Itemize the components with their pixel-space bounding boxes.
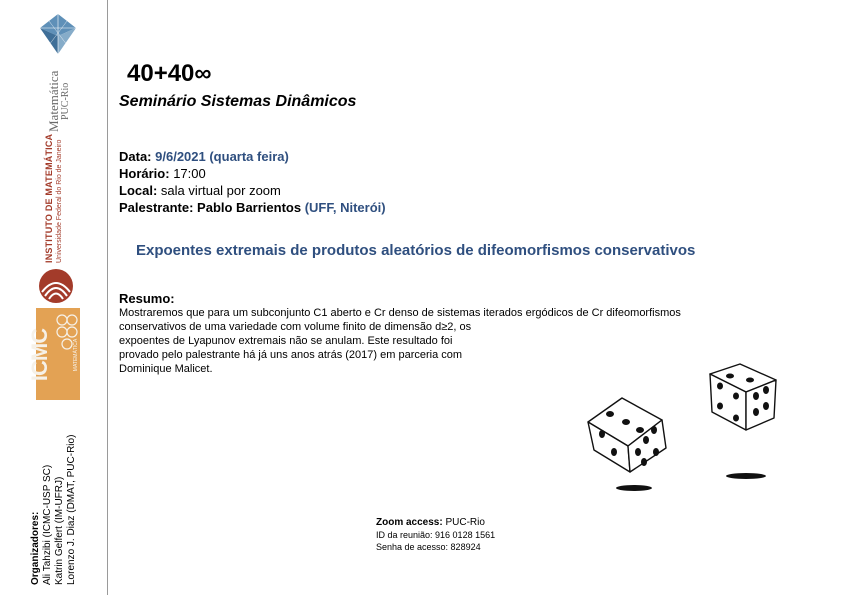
place-row <box>119 182 386 199</box>
event-info <box>119 148 386 216</box>
organizer-name: Ali Tahzibi (ICMC-USP SC) <box>42 464 53 585</box>
puc-line1: Matemática <box>46 70 61 132</box>
speaker-name: Pablo Barrientos <box>197 200 302 215</box>
place-label: Local: <box>119 183 158 198</box>
abstract-line: conservativos de uma variedade com volume finito de dimensão d≥2, os <box>119 321 472 333</box>
organizers-heading: Organizadores: <box>30 511 41 585</box>
time-value: 17:00 <box>173 166 206 181</box>
zoom-label: Zoom access: <box>376 517 443 528</box>
abstract-line: Dominique Malicet. <box>119 363 213 375</box>
speaker-affiliation: (UFF, Niterói) <box>304 200 386 215</box>
im-ufrj-line1: INSTITUTO DE MATEMÁTICA <box>44 133 54 263</box>
date-row <box>119 148 386 165</box>
date-value: 9/6/2021 (quarta feira) <box>155 149 289 164</box>
time-label: Horário: <box>119 166 170 181</box>
puc-rio-logo-text <box>44 60 74 140</box>
abstract-line: expoentes de Lyapunov extremais não se anulam. Este resultado foi <box>119 335 453 347</box>
speaker-label: Palestrante: <box>119 200 194 215</box>
die-right-icon <box>710 364 776 430</box>
zoom-password: Senha de acesso: 828924 <box>376 542 481 552</box>
dice-illustration-icon <box>580 360 790 500</box>
sidebar-divider <box>107 0 108 595</box>
abstract-line: Mostraremos que para um subconjunto C1 aberto e Cr denso de sistemas iterados ergódicos de Cr difeomorfismos <box>119 307 681 319</box>
die-right-shadow <box>726 473 766 479</box>
icmc-pattern-icon <box>56 312 78 352</box>
icmc-word: ICMC <box>27 328 53 382</box>
zoom-access <box>376 517 495 553</box>
sidebar <box>0 0 108 595</box>
zoom-meeting-id: ID da reunião: 916 0128 1561 <box>376 530 496 540</box>
abstract-line: provado pelo palestrante há já uns anos atrás (2017) em parceria com <box>119 349 463 361</box>
speaker-row <box>119 199 386 216</box>
talk-title: Expoentes extremais de produtos aleatórios de difeomorfismos conservativos <box>136 242 696 259</box>
icmc-sub: MATEMÁTICA <box>73 338 80 372</box>
im-ufrj-line2: Universidade Federal do Rio de Janeiro <box>56 139 63 263</box>
im-ufrj-emblem-icon <box>38 268 74 304</box>
im-ufrj-logo-text <box>44 133 74 265</box>
seminar-name: Seminário Sistemas Dinâmicos <box>119 93 357 110</box>
date-label: Data: <box>119 149 152 164</box>
place-value: sala virtual por zoom <box>160 183 281 198</box>
organizers-block <box>30 405 90 590</box>
abstract-heading: Resumo: <box>119 291 175 306</box>
page-title: 40+40∞ <box>127 60 212 87</box>
zoom-value: PUC-Rio <box>445 517 485 528</box>
organizer-name: Lorenzo J. Diaz (DMAT, PUC-Rio) <box>66 434 77 585</box>
icmc-logo <box>27 308 80 400</box>
organizer-name: Katrin Gelfert (IM-UFRJ) <box>54 476 65 585</box>
puc-line2: PUC-Rio <box>60 82 71 120</box>
time-row <box>119 165 386 182</box>
die-left-shadow <box>616 485 652 491</box>
puc-rio-logo-icon <box>36 12 80 56</box>
